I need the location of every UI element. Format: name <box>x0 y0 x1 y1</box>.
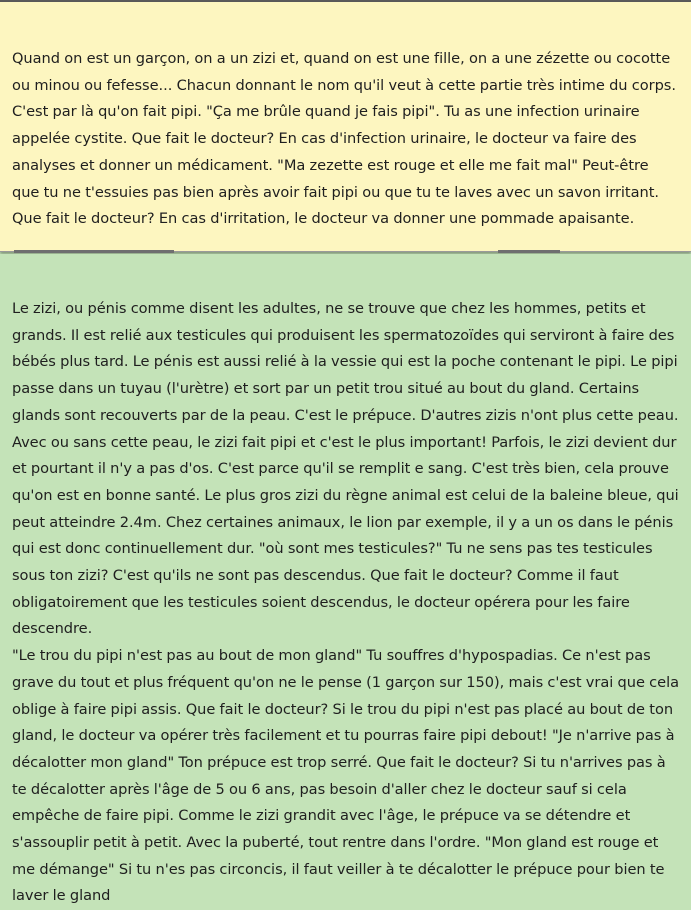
panel-divider-shadow-right <box>498 250 560 253</box>
yellow-paragraph: Quand on est un garçon, on a un zizi et, quand on est une fille, on a une zézette ou cocotte ou minou ou fefesse... Chacun donnant le nom qu'il veut à cette partie très intime du corps. C'est par là qu'on fait pipi. "Ça me brûle quand je fais pipi". Tu as une infection urinaire appelée cystite. Que fait le docteur? En cas d'infection urinaire, le docteur va faire des analyses et donner un médicament. "Ma zezette est rouge et elle me fait mal" Peut-être que tu ne t'essuies pas bien après avoir fait pipi ou que tu te laves avec un savon irritant. Que fait le docteur? En cas d'irritation, le docteur va donner une pommade apaisante. <box>12 50 676 228</box>
yellow-panel-text <box>12 46 680 233</box>
green-panel-text <box>12 296 680 910</box>
green-paragraph-2: "Le trou du pipi n'est pas au bout de mon gland" Tu souffres d'hypospadias. Ce n'est pas grave du tout et plus fréquent qu'on ne le pense (1 garçon sur 150), mais c'est vrai que cela oblige à faire pipi assis. Que fait le docteur? Si le trou du pipi n'est pas placé au bout de ton gland, le docteur va opérer très facilement et tu pourras faire pipi debout! "Je n'arrive pas à décalotter mon gland" Ton prépuce est trop serré. Que fait le docteur? Si tu n'arrives pas à te décalotter après l'âge de 5 ou 6 ans, pas besoin d'aller chez le docteur sauf si cela empêche de faire pipi. Comme le zizi grandit avec l'âge, le prépuce va se détendre et s'assouplir petit à petit. Avec la puberté, tout rentre dans l'ordre. "Mon gland est rouge et me démange" Si tu n'es pas circoncis, il faut veiller à te décalotter le prépuce pour bien te laver le gland <box>12 647 679 905</box>
green-paragraph-1: Le zizi, ou pénis comme disent les adultes, ne se trouve que chez les hommes, petits et grands. Il est relié aux testicules qui produisent les spermatozoïdes qui serviront à faire des bébés plus tard. Le pénis est aussi relié à la vessie qui est la poche contenant le pipi. Le pipi passe dans un tuyau (l'urètre) et sort par un petit trou situé au bout du gland. Certains glands sont recouverts par de la peau. C'est le prépuce. D'autres zizis n'ont plus cette peau. Avec ou sans cette peau, le zizi fait pipi et c'est le plus important! Parfois, le zizi devient dur et pourtant il n'y a pas d'os. C'est parce qu'il se remplit e sang. C'est très bien, cela prouve qu'on est en bonne santé. Le plus gros zizi du règne animal est celui de la baleine bleue, qui peut atteindre 2.4m. Chez certaines animaux, le lion par exemple, il y a un os dans le pénis qui est donc continuellement dur. "où sont mes testicules?" Tu ne sens pas tes testicules sous ton zizi? C'est qu'ils ne sont pas descendus. Que fait le docteur? Comme il faut obligatoirement que les testicules soient descendus, le docteur opérera pour les faire descendre. <box>12 300 679 638</box>
yellow-info-panel <box>0 2 691 252</box>
panel-divider-shadow-left <box>14 250 174 253</box>
green-info-panel <box>0 254 691 905</box>
